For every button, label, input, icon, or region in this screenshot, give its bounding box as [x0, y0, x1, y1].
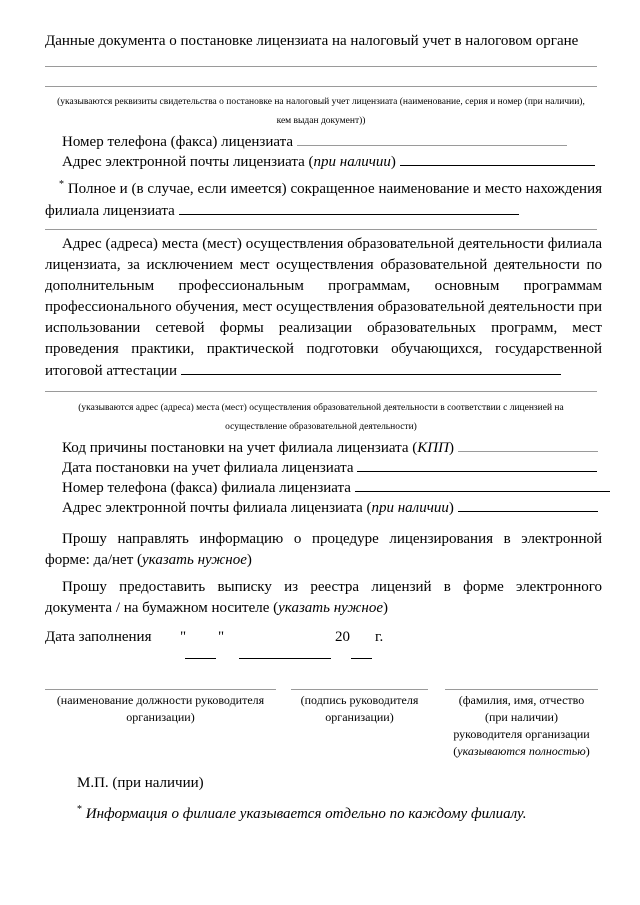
branch-kpp-note: КПП [417, 440, 449, 456]
fill-date-month-field[interactable] [239, 658, 331, 659]
electronic-info-text: Прошу направлять информацию о процедуре лицензирования в электронной форме: да/нет ( [45, 531, 602, 568]
tax-registration-heading: Данные документа о постановке лицензиата на налоговый учет в налоговом органе [45, 33, 579, 49]
licensee-email-field[interactable] [400, 151, 595, 166]
fill-date-year-suffix: г. [375, 629, 384, 645]
branch-address-field[interactable] [181, 360, 561, 375]
branch-email-row: Адрес электронной почты филиала лицензиата (при наличии) [62, 497, 598, 518]
extract-text: Прошу предоставить выписку из реестра лицензий в форме электронного документа / на бумажном носителе ( [45, 579, 602, 616]
fill-date-label: Дата заполнения [45, 629, 152, 645]
fill-date-quote-open: " [180, 629, 187, 645]
full-name-signature-line[interactable] [445, 689, 598, 690]
branch-address-paragraph [45, 234, 602, 382]
footnote [77, 800, 526, 824]
footnote-mark: * [77, 804, 82, 815]
branch-date-field[interactable] [357, 457, 597, 472]
signature-caption: (подпись руководителя организации) [300, 693, 419, 724]
stamp-label: М.П. (при наличии) [77, 775, 204, 791]
extract-request: Прошу предоставить выписку из реестра лицензий в форме электронного документа / на бумажном носителе (указать нужное) [45, 579, 602, 616]
branch-name-paragraph [45, 174, 602, 222]
branch-address-hint-2: осуществление образовательной деятельности) [225, 422, 417, 432]
fill-date-year-field[interactable] [351, 658, 372, 659]
branch-email-label: Адрес электронной почты филиала лицензиата ( [62, 500, 372, 516]
signature-line[interactable] [291, 689, 428, 690]
footnote-marker: * [59, 179, 64, 190]
position-caption: (наименование должности руководителя организации) [56, 693, 265, 724]
branch-phone-row [62, 477, 610, 498]
position-signature-line[interactable] [45, 689, 276, 690]
fill-date-day-field[interactable] [185, 658, 216, 659]
tax-registration-line-2[interactable] [45, 86, 597, 87]
branch-phone-label: Номер телефона (факса) филиала лицензиата [62, 480, 351, 496]
full-name-caption: (фамилия, имя, отчество (при наличии) руководителя организации (указываются полностью) [453, 693, 590, 758]
footnote-text: Информация о филиале указывается отдельно по каждому филиалу. [85, 806, 527, 822]
tax-registration-hint-2: кем выдан документ)) [276, 116, 366, 126]
branch-kpp-field[interactable] [458, 437, 598, 452]
branch-address-hint-1: (указываются адрес (адреса) места (мест) осуществления образовательной деятельности в соответствии с лицензией на [78, 403, 564, 413]
tax-registration-line-1[interactable] [45, 66, 597, 67]
licensee-phone-field[interactable] [297, 131, 567, 146]
branch-date-row [62, 457, 597, 478]
branch-email-field[interactable] [458, 497, 598, 512]
licensee-email-row: Адрес электронной почты лицензиата (при наличии) [62, 151, 595, 172]
fill-date-quote-close: " [218, 629, 225, 645]
branch-address-line-2[interactable] [45, 391, 597, 392]
branch-name-field[interactable] [179, 200, 519, 215]
branch-phone-field[interactable] [355, 477, 610, 492]
branch-kpp-row: Код причины постановки на учет филиала лицензиата (КПП) [62, 437, 598, 458]
branch-address-text: Адрес (адреса) места (мест) осуществления образовательной деятельности филиала лицензиата, за исключением мест осуществления образовательной деятельности по дополнительным профессиональным программам, основным программам профессионального обучения, мест осуществления образовательной деятельности при использовании сетевой формы реализации образовательных программ, мест проведения практики, практической подготовки обучающихся, государственной итоговой аттестации [45, 236, 602, 379]
licensee-phone-label: Номер телефона (факса) лицензиата [62, 134, 294, 150]
licensee-phone-row [62, 131, 567, 152]
branch-name-line-2[interactable] [45, 229, 597, 230]
branch-email-note: при наличии [371, 500, 449, 516]
branch-kpp-label: Код причины постановки на учет филиала лицензиата ( [62, 440, 418, 456]
branch-date-label: Дата постановки на учет филиала лицензиата [62, 460, 354, 476]
licensee-email-note: при наличии [313, 154, 391, 170]
licensee-email-label: Адрес электронной почты лицензиата ( [62, 154, 314, 170]
branch-name-text: Полное и (в случае, если имеется) сокращенное наименование и место нахождения филиала лицензиата [45, 181, 603, 219]
tax-registration-hint-1: (указываются реквизиты свидетельства о постановке на налоговый учет лицензиата (наименование, серия и номер (при наличии), [57, 97, 585, 107]
fill-date-century: 20 [335, 629, 350, 645]
electronic-info-note: указать нужное [142, 552, 247, 568]
extract-note: указать нужное [278, 600, 383, 616]
electronic-info-request: Прошу направлять информацию о процедуре лицензирования в электронной форме: да/нет (указать нужное) [45, 531, 602, 568]
